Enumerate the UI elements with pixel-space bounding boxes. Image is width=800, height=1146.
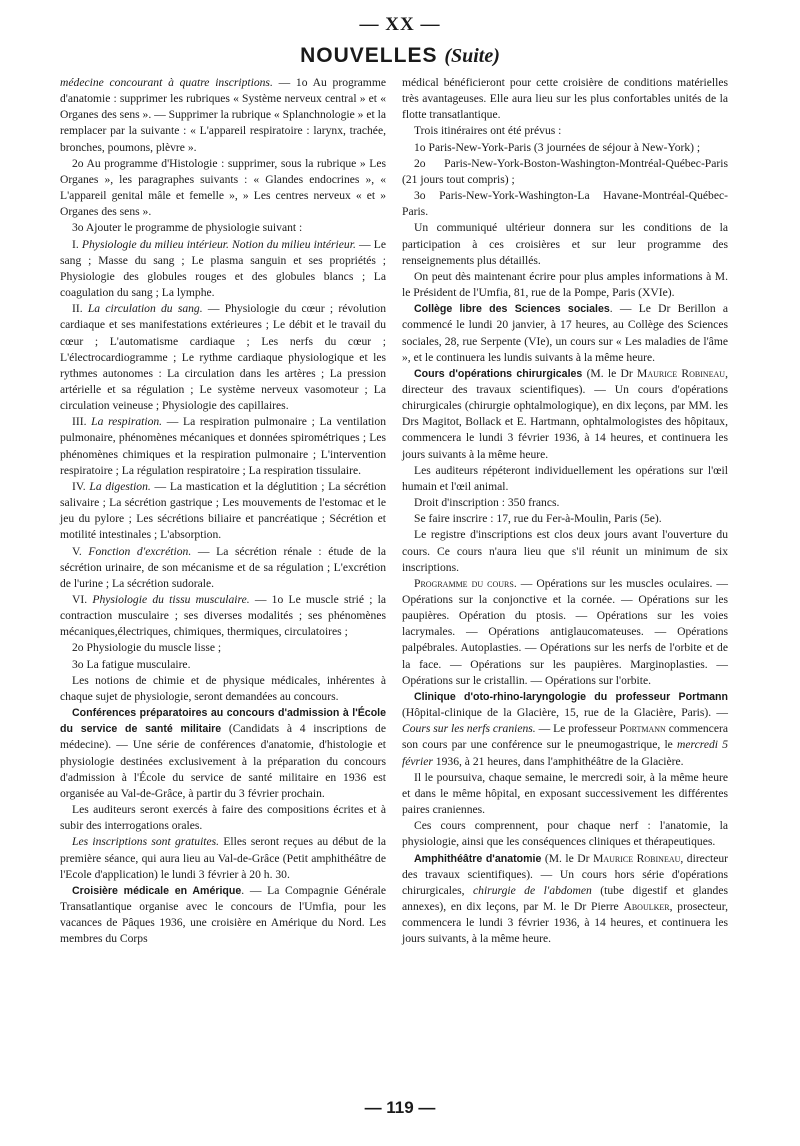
body-text: — Physiologie du cœur ; révolution cardiaque et ses manifestations extérieures ; Le débit et le travail du cœur ; L'automatisme cardiaque ; Les nerfs du cœur ; L'électrocardiogramme ; Le rythme cardiaque physiologique et les rythmes autonomes : La circulation dans les artères ; La pression artérielle et sa régulation ; Le système nerveux vasomoteur ; La circulation veineuse ; Physiologie des capillaires. (60, 302, 387, 413)
paragraph (402, 123, 728, 139)
body-text: 2o Physiologie du muscle lisse ; (72, 641, 222, 655)
paragraph (402, 527, 728, 575)
paragraph (402, 689, 728, 770)
body-text: (M. le Dr (582, 366, 638, 380)
body-text: VI. (72, 593, 93, 606)
paragraph (60, 75, 386, 156)
paragraph (60, 705, 386, 802)
body-text: II. (72, 302, 88, 316)
paragraph (60, 883, 386, 948)
paragraph (402, 770, 728, 818)
small-caps-name: Maurice Robineau (637, 366, 726, 380)
paragraph (402, 220, 728, 268)
right-column (402, 75, 728, 947)
paragraph (60, 414, 386, 479)
paragraph (60, 220, 386, 236)
body-text: Trois itinéraires ont été prévus : (414, 124, 562, 138)
body-text: — La respiration pulmonaire ; La ventilation pulmonaire, phénomènes mécaniques et données spirométriques ; Les phénomènes chimiques et la respiration pulmonaire ; L'intervention respiratoire ; La régulation respiratoire ; La respiration tissulaire. (60, 415, 386, 477)
body-text: (M. le Dr (541, 851, 594, 865)
paragraph (60, 802, 386, 834)
page-title (0, 44, 800, 68)
paragraph (402, 576, 728, 689)
section-heading: Clinique d'oto-rhino-laryngologie du professeur Portmann (414, 690, 728, 703)
title-main: NOUVELLES (300, 44, 438, 67)
paragraph (402, 188, 728, 220)
body-text: 1o Paris-New-York-Paris (3 journées de séjour à New-York) ; (414, 140, 701, 154)
paragraph (402, 75, 728, 123)
paragraph (60, 657, 386, 673)
body-text: 3o La fatigue musculaire. (72, 657, 191, 671)
paragraph (60, 479, 386, 544)
paragraph (402, 269, 728, 301)
paragraph (402, 463, 728, 495)
section-heading: Collège libre des Sciences sociales (414, 303, 610, 316)
section-heading: Amphithéâtre d'anatomie (414, 852, 542, 865)
body-text: . — Le Dr Berillon a commencé le lundi 20 janvier, à 17 heures, au Collège des Sciences sociales, 28, rue Serpente (VIe), un cours sur « Les maladies de l'âme », et le continuera les lundis suivants à la même heure. (402, 302, 728, 364)
paragraph (402, 818, 728, 850)
italic-text: Physiologie du milieu intérieur. Notion du milieu intérieur. (81, 237, 356, 251)
page-number-footer: — 119 — (364, 1098, 436, 1117)
body-text: (tube digestif et glandes annexes), en dix leçons, par M. le Dr Pierre (402, 883, 728, 913)
paragraph (60, 834, 386, 882)
body-text: Ces cours comprennent, pour chaque nerf : l'anatomie, la physiologie, ainsi que les conséquences cliniques et thérapeutiques. (402, 819, 728, 849)
body-text: , directeur des travaux scientifiques). — Un cours hors série d'opérations chirurgicales, (402, 851, 728, 897)
body-text: Il le poursuiva, chaque semaine, le mercredi soir, à la même heure et dans le même hôpital, en exposant successivement les différentes paires craniennes. (402, 770, 728, 817)
body-text: Les notions de chimie et de physique médicales, inhérentes à chaque sujet de physiologie, seront demandées au concours. (60, 673, 386, 703)
paragraph (60, 237, 386, 302)
body-text: — Le professeur (535, 722, 620, 736)
page-roman-numeral: — XX — (359, 14, 441, 35)
body-text: — Opérations sur les muscles oculaires. — Opérations sur la conjonctive et la cornée. — Opérations sur les paupières. Opération du ptosis. — Opérations sur les voies lacrymales. — Opérations antiglaucomateuses. — Opérations palpébrales. Autoplasties. — Opérations sur les nerfs de l'orbite et de la face. — Opérations sur les paupières. Marginoplasties. — Opérations sur le cristallin. — Opérations sur l'orbite. (402, 576, 728, 687)
body-text: — 1o Le muscle strié ; la contraction musculaire ; ses diverses modalités ; ses phénomènes mécaniques,électriques, chimiques, thermiques, circulatoires ; (60, 593, 387, 639)
paragraph (402, 511, 728, 527)
paragraph (402, 140, 728, 156)
section-heading: Conférences préparatoires au concours d'admission à l'École du service de santé militaire (60, 707, 386, 736)
italic-text: Fonction d'excrétion. (88, 544, 192, 558)
body-text: Elles seront reçues au début de la première séance, qui aura lieu au Val-de-Grâce (Petit amphithéâtre de l'Ecole d'application) le lundi 3 février à 20 h. 30. (60, 835, 386, 881)
body-text: Les auditeurs seront exercés à faire des compositions écrites et à subir des interrogations orales. (60, 803, 386, 833)
left-column (60, 75, 386, 947)
italic-text: La digestion. (89, 479, 151, 493)
paragraph (60, 673, 386, 705)
body-text: — 1o Au programme d'anatomie : supprimer les rubriques « Système nerveux central » et « Organes des sens ». — Supprimer la rubrique « Splanchnologie » et la remplacer par la suivante : « L'appareil respiratoire : larynx, trachée, bronches, poumons, plèvre ». (60, 76, 386, 154)
body-text: 2o Au programme d'Histologie : supprimer, sous la rubrique » Les Organes », les paragraphes suivants : « Glandes endocrines », « L'appareil genital mâle et femelle », » Les centres nerveux « et » Organes des sens ». (60, 156, 386, 219)
paragraph (402, 301, 728, 366)
body-text: — Le sang ; Masse du sang ; Le plasma sanguin et ses propriétés ; Physiologie des globules rouges et des globules blancs ; La coagulation du sang ; La lymphe. (60, 237, 386, 300)
body-text: Les auditeurs répéteront individuellement les opérations sur l'œil humain et l'œil animal. (402, 463, 728, 493)
body-text: Se faire inscrire : 17, rue du Fer-à-Moulin, Paris (5e). (414, 512, 662, 526)
section-heading: Cours d'opérations chirurgicales (414, 367, 583, 380)
body-text: médical bénéficieront pour cette croisière de conditions matérielles très avantageuses. Elle aura lieu sur les plus confortables unités de la flotte transatlantique. (402, 76, 728, 122)
body-text: V. (72, 544, 89, 558)
section-heading: Croisière médicale en Amérique (72, 884, 242, 897)
italic-text: médecine concourant à quatre inscriptions. (60, 76, 273, 89)
body-text: Droit d'inscription : 350 francs. (414, 496, 560, 510)
paragraph (402, 156, 728, 188)
paragraph (60, 156, 386, 221)
small-caps-name: Maurice Robineau (593, 851, 681, 865)
italic-text: Physiologie du tissu musculaire. (92, 593, 250, 606)
title-suffix: (Suite) (444, 45, 500, 67)
paragraph (60, 592, 386, 640)
body-text: (Hôpital-clinique de la Glacière, 15, rue de la Glacière, Paris). — (402, 706, 728, 720)
body-text: — La mastication et la déglutition ; La sécrétion salivaire ; La sécrétion gastrique ; Les mouvements de l'estomac et le jeu du pylore ; Les sécrétions biliaire et pancréatique ; Sécrétion et motilité intestinales ; L'absorption. (60, 479, 386, 542)
body-text: , prosecteur, commencera le lundi 3 février 1936, à 14 heures, et continuera les jours suivants, à la même heure. (402, 899, 728, 946)
body-text: IV. (72, 479, 90, 493)
body-text: Un communiqué ultérieur donnera sur les conditions de la participation à ces croisières et sur leur programme des renseignements plus détaillés. (402, 221, 728, 267)
body-text: , directeur des travaux scientifiques). — Un cours d'opérations chirurgicales (chirurgie ophtalmologique), en dix leçons, par MM. les Drs Magitot, Bollack et E. Hartmann, ophtalmologistes des hôpitaux, commencera le lundi 3 février 1936, à 14 heures, et continuera les jours suivants à la même heure. (402, 366, 728, 461)
body-text: III. (72, 415, 92, 429)
small-caps-name: Portmann (619, 722, 666, 736)
small-caps-name: Programme du cours. (414, 576, 517, 590)
paragraph (402, 366, 728, 463)
body-text: . — La Compagnie Générale Transatlantique organise avec le concours de l'Umfia, pour les vacances de Pâques 1936, une croisière en Amérique du Nord. Les membres du Corps (60, 883, 386, 946)
body-text: 1936, à 21 heures, dans l'amphithéâtre de la Glacière. (432, 754, 684, 768)
body-text: On peut dès maintenant écrire pour plus amples informations à M. le Président de l'Umfia, 81, rue de la Pompe, Paris (XVIe). (402, 269, 728, 300)
body-text: commencera son cours par une conférence sur le pneumogastrique, le (402, 722, 728, 752)
italic-text: chirurgie de l'abdomen (473, 883, 592, 897)
body-text: 3o Paris-New-York-Washington-La Havane-Montréal-Québec-Paris. (402, 189, 728, 219)
paragraph (60, 301, 386, 414)
italic-text: Cours sur les nerfs craniens. (402, 722, 536, 736)
body-text: — La sécrétion rénale : étude de la sécrétion urinaire, de son mécanisme et de sa régulation ; L'excrétion de l'urine ; La sécrétion sudorale. (60, 544, 386, 590)
paragraph (402, 495, 728, 511)
body-text: I. (72, 237, 82, 251)
paragraph (60, 544, 386, 592)
small-caps-name: Aboulker (623, 899, 670, 913)
italic-text: Les inscriptions sont gratuites. (72, 835, 220, 849)
body-text: Le registre d'inscriptions est clos deux jours avant l'ouverture du cours. Ce cours n'aura lieu que s'il réunit un minimum de six inscriptions. (402, 528, 728, 574)
italic-text: La circulation du sang. (87, 302, 203, 316)
body-text: 3o Ajouter le programme de physiologie suivant : (72, 221, 303, 235)
italic-text: mercredi 5 février (402, 738, 728, 768)
body-text: (Candidats à 4 inscriptions de médecine). — Une série de conférences d'anatomie, d'histologie et physiologie destinées exclusivement à la préparation du concours d'admission à l'École du service de santé militaire en 1936 est organisée au Val-de-Grâce, à partir du 3 février prochain. (60, 722, 386, 800)
italic-text: La respiration. (91, 415, 163, 429)
paragraph (402, 851, 728, 948)
paragraph (60, 640, 386, 656)
body-text: 2o Paris-New-York-Boston-Washington-Montréal-Québec-Paris (21 jours tout compris) ; (402, 156, 728, 186)
